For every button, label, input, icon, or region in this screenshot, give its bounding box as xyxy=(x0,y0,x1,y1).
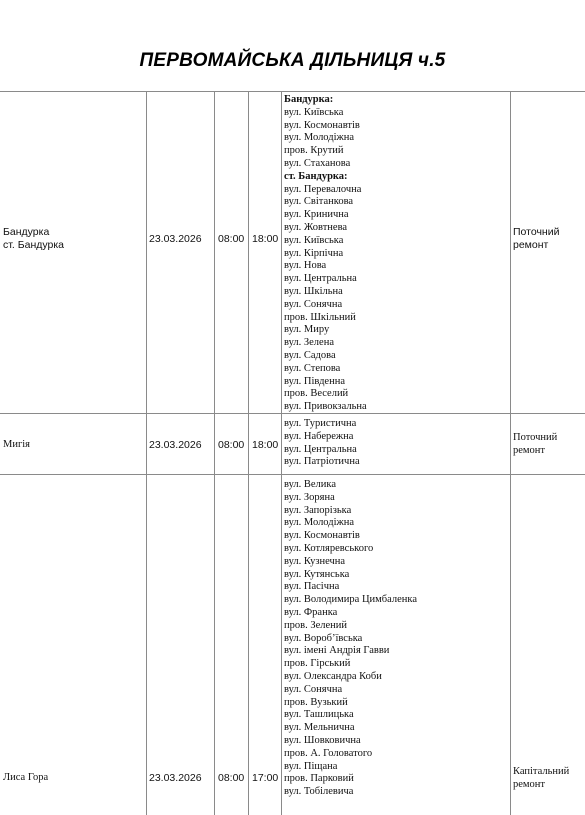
column-divider xyxy=(214,414,215,474)
date-cell: 23.03.2026 xyxy=(149,772,202,784)
column-divider xyxy=(281,414,282,474)
work-type-line: ремонт xyxy=(513,778,546,790)
street-item: вул. Тобілевича xyxy=(284,786,354,798)
street-item: вул. Олександра Коби xyxy=(284,670,382,682)
street-item: вул. Степова xyxy=(284,362,341,374)
street-item: вул. Зелена xyxy=(284,337,334,349)
street-item: вул. Перевалочна xyxy=(284,183,362,195)
end-time-cell: 17:00 xyxy=(252,772,279,784)
street-group-heading: Бандурка: xyxy=(284,94,334,105)
street-item: вул. Піщана xyxy=(284,760,338,772)
street-item: вул. Київська xyxy=(284,234,344,246)
work-type-cell xyxy=(513,766,569,792)
street-item: вул. Пасічна xyxy=(284,581,340,593)
street-item: вул. Набережна xyxy=(284,430,354,442)
street-item: вул. Привокзальна xyxy=(284,401,367,413)
column-divider xyxy=(214,475,215,815)
street-item: пров. Вузький xyxy=(284,696,348,708)
column-divider xyxy=(146,475,147,815)
work-type-line: ремонт xyxy=(513,444,546,456)
street-item: вул. Зоряна xyxy=(284,491,335,503)
column-divider xyxy=(248,475,249,815)
location-line: Бандурка xyxy=(3,226,50,238)
street-item: вул. Кузнечна xyxy=(284,555,346,567)
column-divider xyxy=(510,414,511,474)
street-item: вул. Котляревського xyxy=(284,542,374,554)
street-item: вул. Володимира Цимбаленка xyxy=(284,594,418,606)
street-item: вул. Молодіжна xyxy=(284,517,355,529)
street-item: вул. Велика xyxy=(284,479,337,490)
location-cell xyxy=(3,226,64,252)
street-item: вул. Кринична xyxy=(284,209,349,221)
start-time-cell: 08:00 xyxy=(218,772,245,784)
page-title: ПЕРВОМАЙСЬКА ДІЛЬНИЦЯ ч.5 xyxy=(139,50,446,71)
street-item: вул. Космонавтів xyxy=(284,530,360,542)
column-divider xyxy=(510,475,511,815)
street-item: вул. Воробʼївська xyxy=(284,632,363,644)
work-type-line: Поточний xyxy=(513,226,560,238)
column-divider xyxy=(146,92,147,413)
column-divider xyxy=(510,92,511,413)
street-item: вул. Центральна xyxy=(284,443,357,455)
street-item: вул. Кутянська xyxy=(284,568,350,580)
work-type-line: Поточний xyxy=(513,432,558,443)
street-item: вул. Мельнична xyxy=(284,722,355,734)
table-row xyxy=(0,475,585,815)
street-item: вул. Південна xyxy=(284,375,345,387)
streets-list xyxy=(284,479,417,799)
table-row xyxy=(0,92,585,414)
street-item: вул. Сонячна xyxy=(284,683,343,695)
street-item: вул. Шкільна xyxy=(284,285,343,297)
end-time-cell: 18:00 xyxy=(252,233,279,245)
street-item: вул. Франка xyxy=(284,606,338,618)
street-item: пров. Веселий xyxy=(284,388,349,400)
street-item: пров. Зелений xyxy=(284,619,348,631)
column-divider xyxy=(248,92,249,413)
street-group-heading: ст. Бандурка: xyxy=(284,170,348,182)
street-item: вул. Запорізька xyxy=(284,504,352,516)
work-type-cell xyxy=(513,432,557,458)
column-divider xyxy=(146,414,147,474)
location-line: ст. Бандурка xyxy=(3,238,65,251)
street-item: вул. Світанкова xyxy=(284,196,354,208)
work-type-line: ремонт xyxy=(513,238,549,251)
street-item: вул. Кірпічна xyxy=(284,247,344,259)
street-item: вул. Миру xyxy=(284,324,330,336)
start-time-cell: 08:00 xyxy=(218,233,245,245)
street-item: вул. Садова xyxy=(284,349,336,361)
street-item: вул. Жовтнева xyxy=(284,221,348,233)
street-item: пров. Гірський xyxy=(284,658,351,670)
end-time-cell: 18:00 xyxy=(252,439,279,451)
location-cell xyxy=(3,439,30,452)
street-item: пров. Шкільний xyxy=(284,311,356,323)
table-row xyxy=(0,414,585,475)
location-line: Мигія xyxy=(3,439,31,450)
street-item: вул. Ташлицька xyxy=(284,709,354,721)
date-cell: 23.03.2026 xyxy=(149,233,202,245)
street-item: вул. Патріотична xyxy=(284,456,360,468)
streets-list xyxy=(284,418,360,469)
street-item: вул. Нова xyxy=(284,260,327,272)
street-item: вул. Молодіжна xyxy=(284,132,355,144)
column-divider xyxy=(248,414,249,474)
column-divider xyxy=(281,475,282,815)
street-item: вул. Центральна xyxy=(284,273,357,285)
outage-table xyxy=(0,91,585,815)
street-item: пров. Парковий xyxy=(284,773,354,785)
street-item: пров. Крутий xyxy=(284,145,344,157)
work-type-cell xyxy=(513,226,559,252)
start-time-cell: 08:00 xyxy=(218,439,245,451)
street-item: вул. імені Андрія Гавви xyxy=(284,645,390,657)
location-cell xyxy=(3,772,48,785)
street-item: вул. Шовковична xyxy=(284,734,361,746)
column-divider xyxy=(214,92,215,413)
street-item: вул. Сонячна xyxy=(284,298,343,310)
column-divider xyxy=(281,92,282,413)
street-item: пров. А. Головатого xyxy=(284,747,373,759)
street-item: вул. Стаханова xyxy=(284,157,351,169)
work-type-line: Капітальний xyxy=(513,766,570,777)
street-item: вул. Київська xyxy=(284,106,344,118)
street-item: вул. Космонавтів xyxy=(284,119,360,131)
location-line: Лиса Гора xyxy=(3,772,49,783)
streets-list xyxy=(284,94,367,414)
date-cell: 23.03.2026 xyxy=(149,439,202,451)
street-item: вул. Туристична xyxy=(284,418,357,429)
